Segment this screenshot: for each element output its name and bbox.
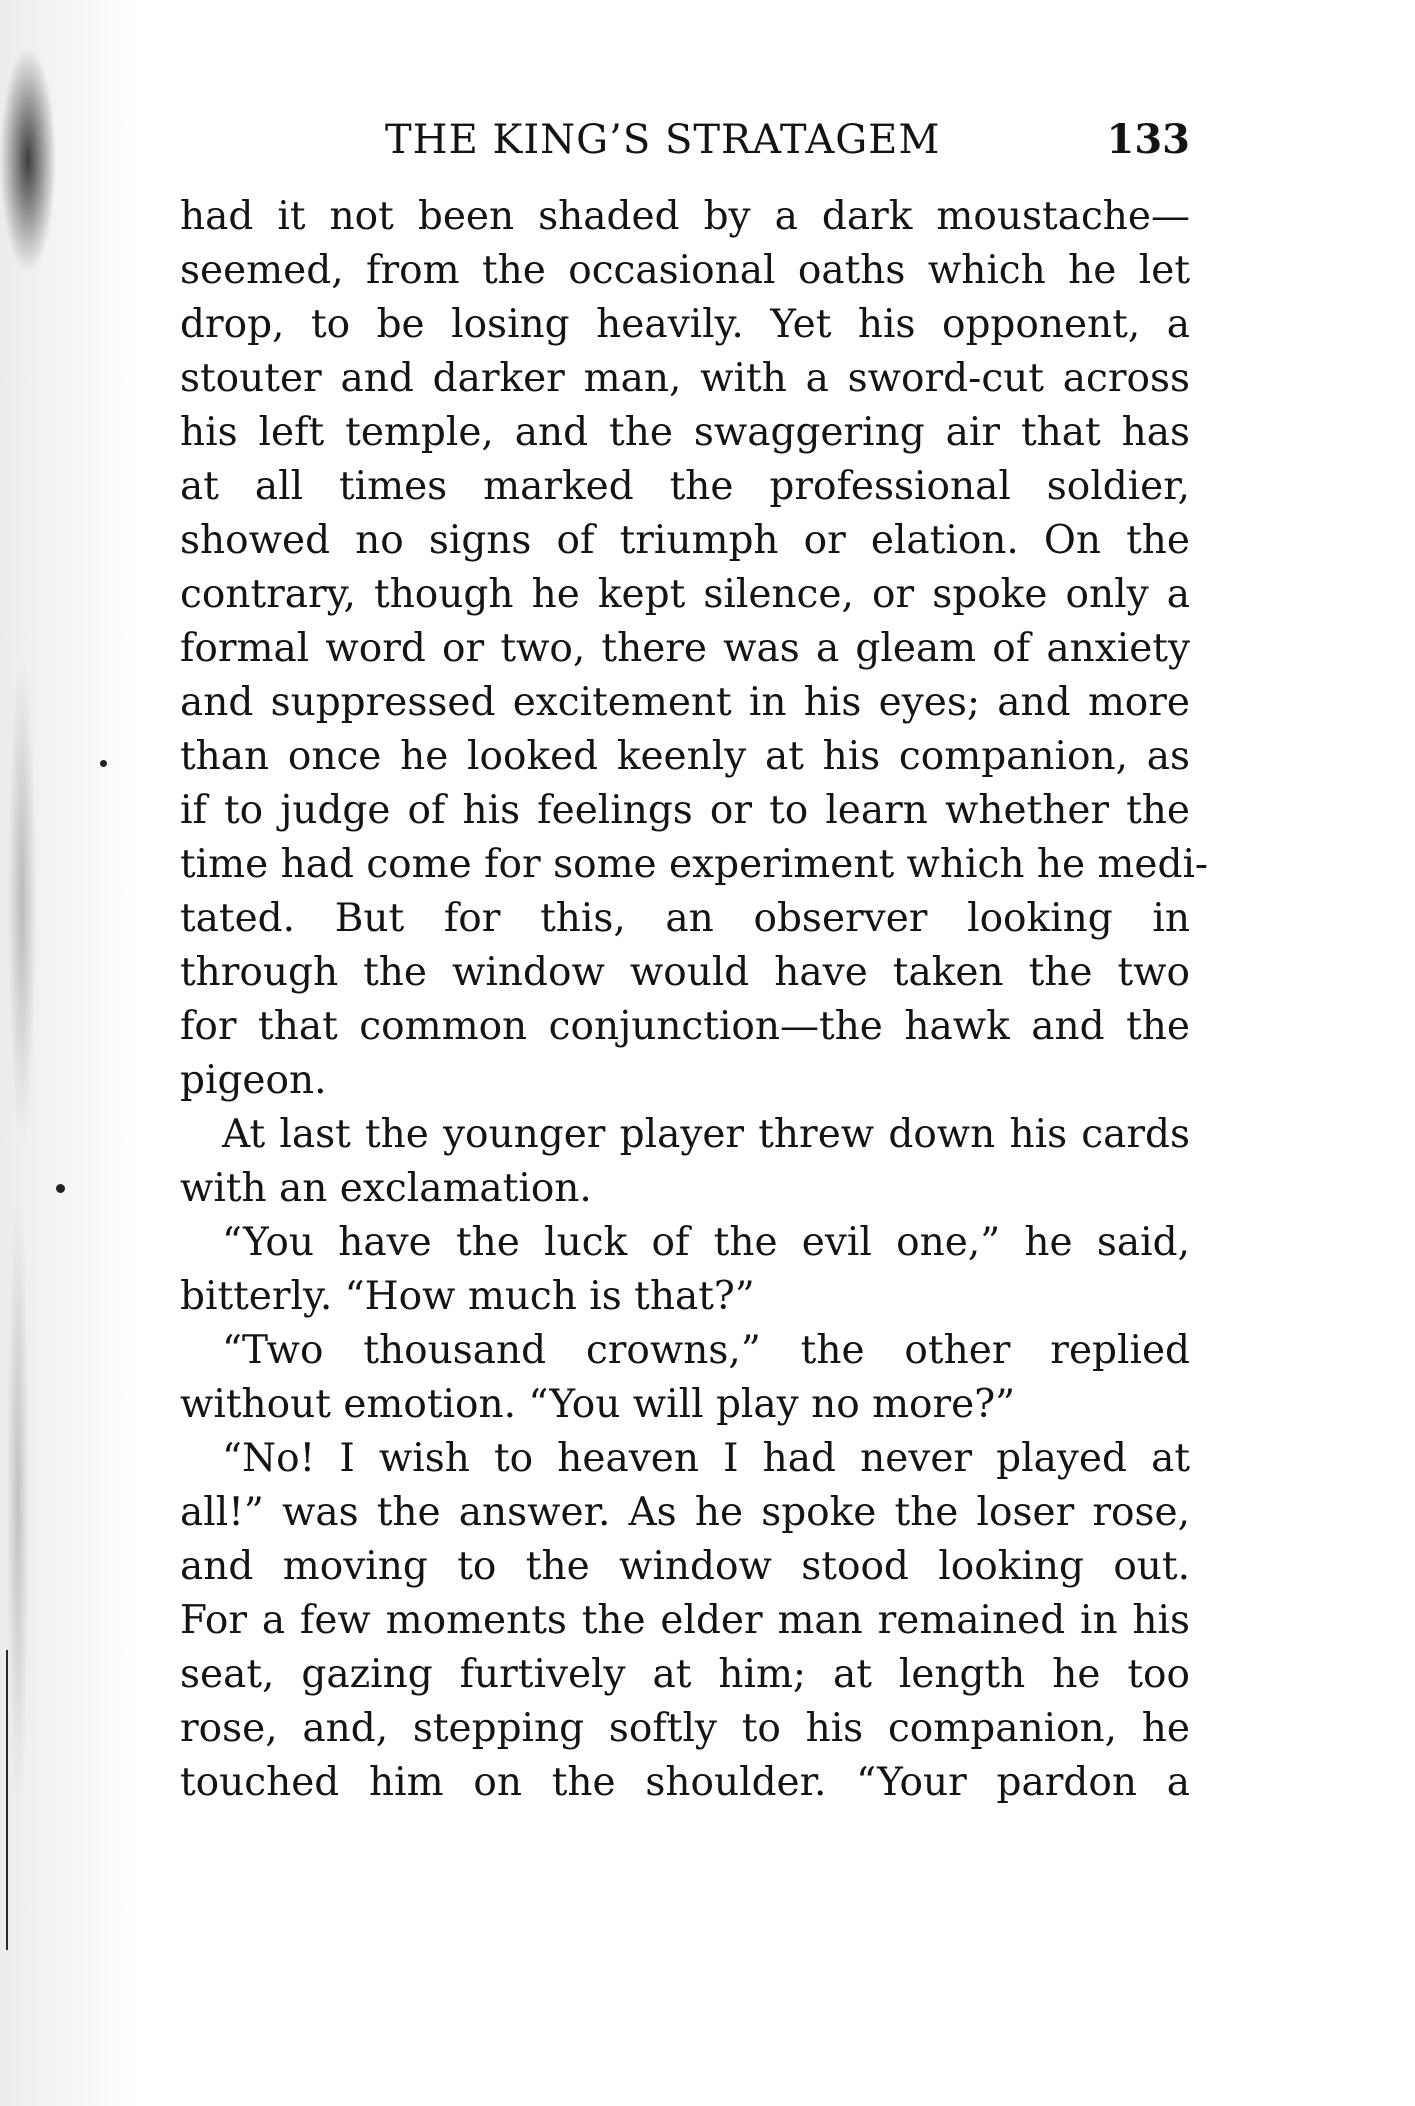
- binding-shadow: [0, 0, 140, 2106]
- running-head: THE KING’S STRATAGEM: [385, 117, 941, 163]
- text-line: tated. But for this, an observer looking in: [180, 896, 1190, 941]
- text-line: and moving to the window stood looking out.: [180, 1544, 1190, 1589]
- text-line: formal word or two, there was a gleam of anxiety: [180, 626, 1190, 671]
- text-line: At last the younger player threw down his cards: [222, 1112, 1190, 1157]
- text-line: “Two thousand crowns,” the other replied: [222, 1328, 1190, 1373]
- text-line: “You have the luck of the evil one,” he said,: [222, 1220, 1190, 1265]
- text-line: through the window would have taken the two: [180, 950, 1190, 995]
- text-line: if to judge of his feelings or to learn whether the: [180, 788, 1190, 833]
- page-number: 133: [1106, 116, 1190, 163]
- text-line: stouter and darker man, with a sword-cut across: [180, 356, 1190, 401]
- text-line: at all times marked the professional soldier,: [180, 464, 1190, 509]
- text-line: time had come for some experiment which he medi-: [180, 842, 1209, 887]
- text-line: drop, to be losing heavily. Yet his opponent, a: [180, 302, 1190, 347]
- text-line: “No! I wish to heaven I had never played at: [222, 1436, 1190, 1481]
- text-line: without emotion. “You will play no more?”: [180, 1382, 1016, 1427]
- text-line: for that common conjunction—the hawk and the: [180, 1004, 1190, 1049]
- text-line: pigeon.: [180, 1058, 327, 1103]
- text-line: than once he looked keenly at his companion, as: [180, 734, 1190, 779]
- text-line: all!” was the answer. As he spoke the loser rose,: [180, 1490, 1190, 1535]
- ink-speck: [56, 1184, 65, 1193]
- text-line: rose, and, stepping softly to his companion, he: [180, 1706, 1190, 1751]
- text-line: For a few moments the elder man remained in his: [180, 1598, 1190, 1643]
- text-line: his left temple, and the swaggering air that has: [180, 410, 1190, 455]
- text-line: bitterly. “How much is that?”: [180, 1274, 755, 1319]
- text-line: with an exclamation.: [180, 1166, 592, 1211]
- text-line: touched him on the shoulder. “Your pardon a: [180, 1760, 1190, 1805]
- body-text: [180, 190, 1209, 1810]
- binding-edge-line: [6, 1650, 8, 1950]
- text-line: showed no signs of triumph or elation. On the: [180, 518, 1190, 563]
- text-line: seemed, from the occasional oaths which he let: [180, 248, 1190, 293]
- text-line: and suppressed excitement in his eyes; and more: [180, 680, 1190, 725]
- text-line: contrary, though he kept silence, or spoke only a: [180, 572, 1190, 617]
- text-line: had it not been shaded by a dark moustache—: [180, 194, 1190, 239]
- page-header: [180, 110, 1190, 170]
- ink-speck: [100, 760, 107, 767]
- text-line: seat, gazing furtively at him; at length he too: [180, 1652, 1190, 1697]
